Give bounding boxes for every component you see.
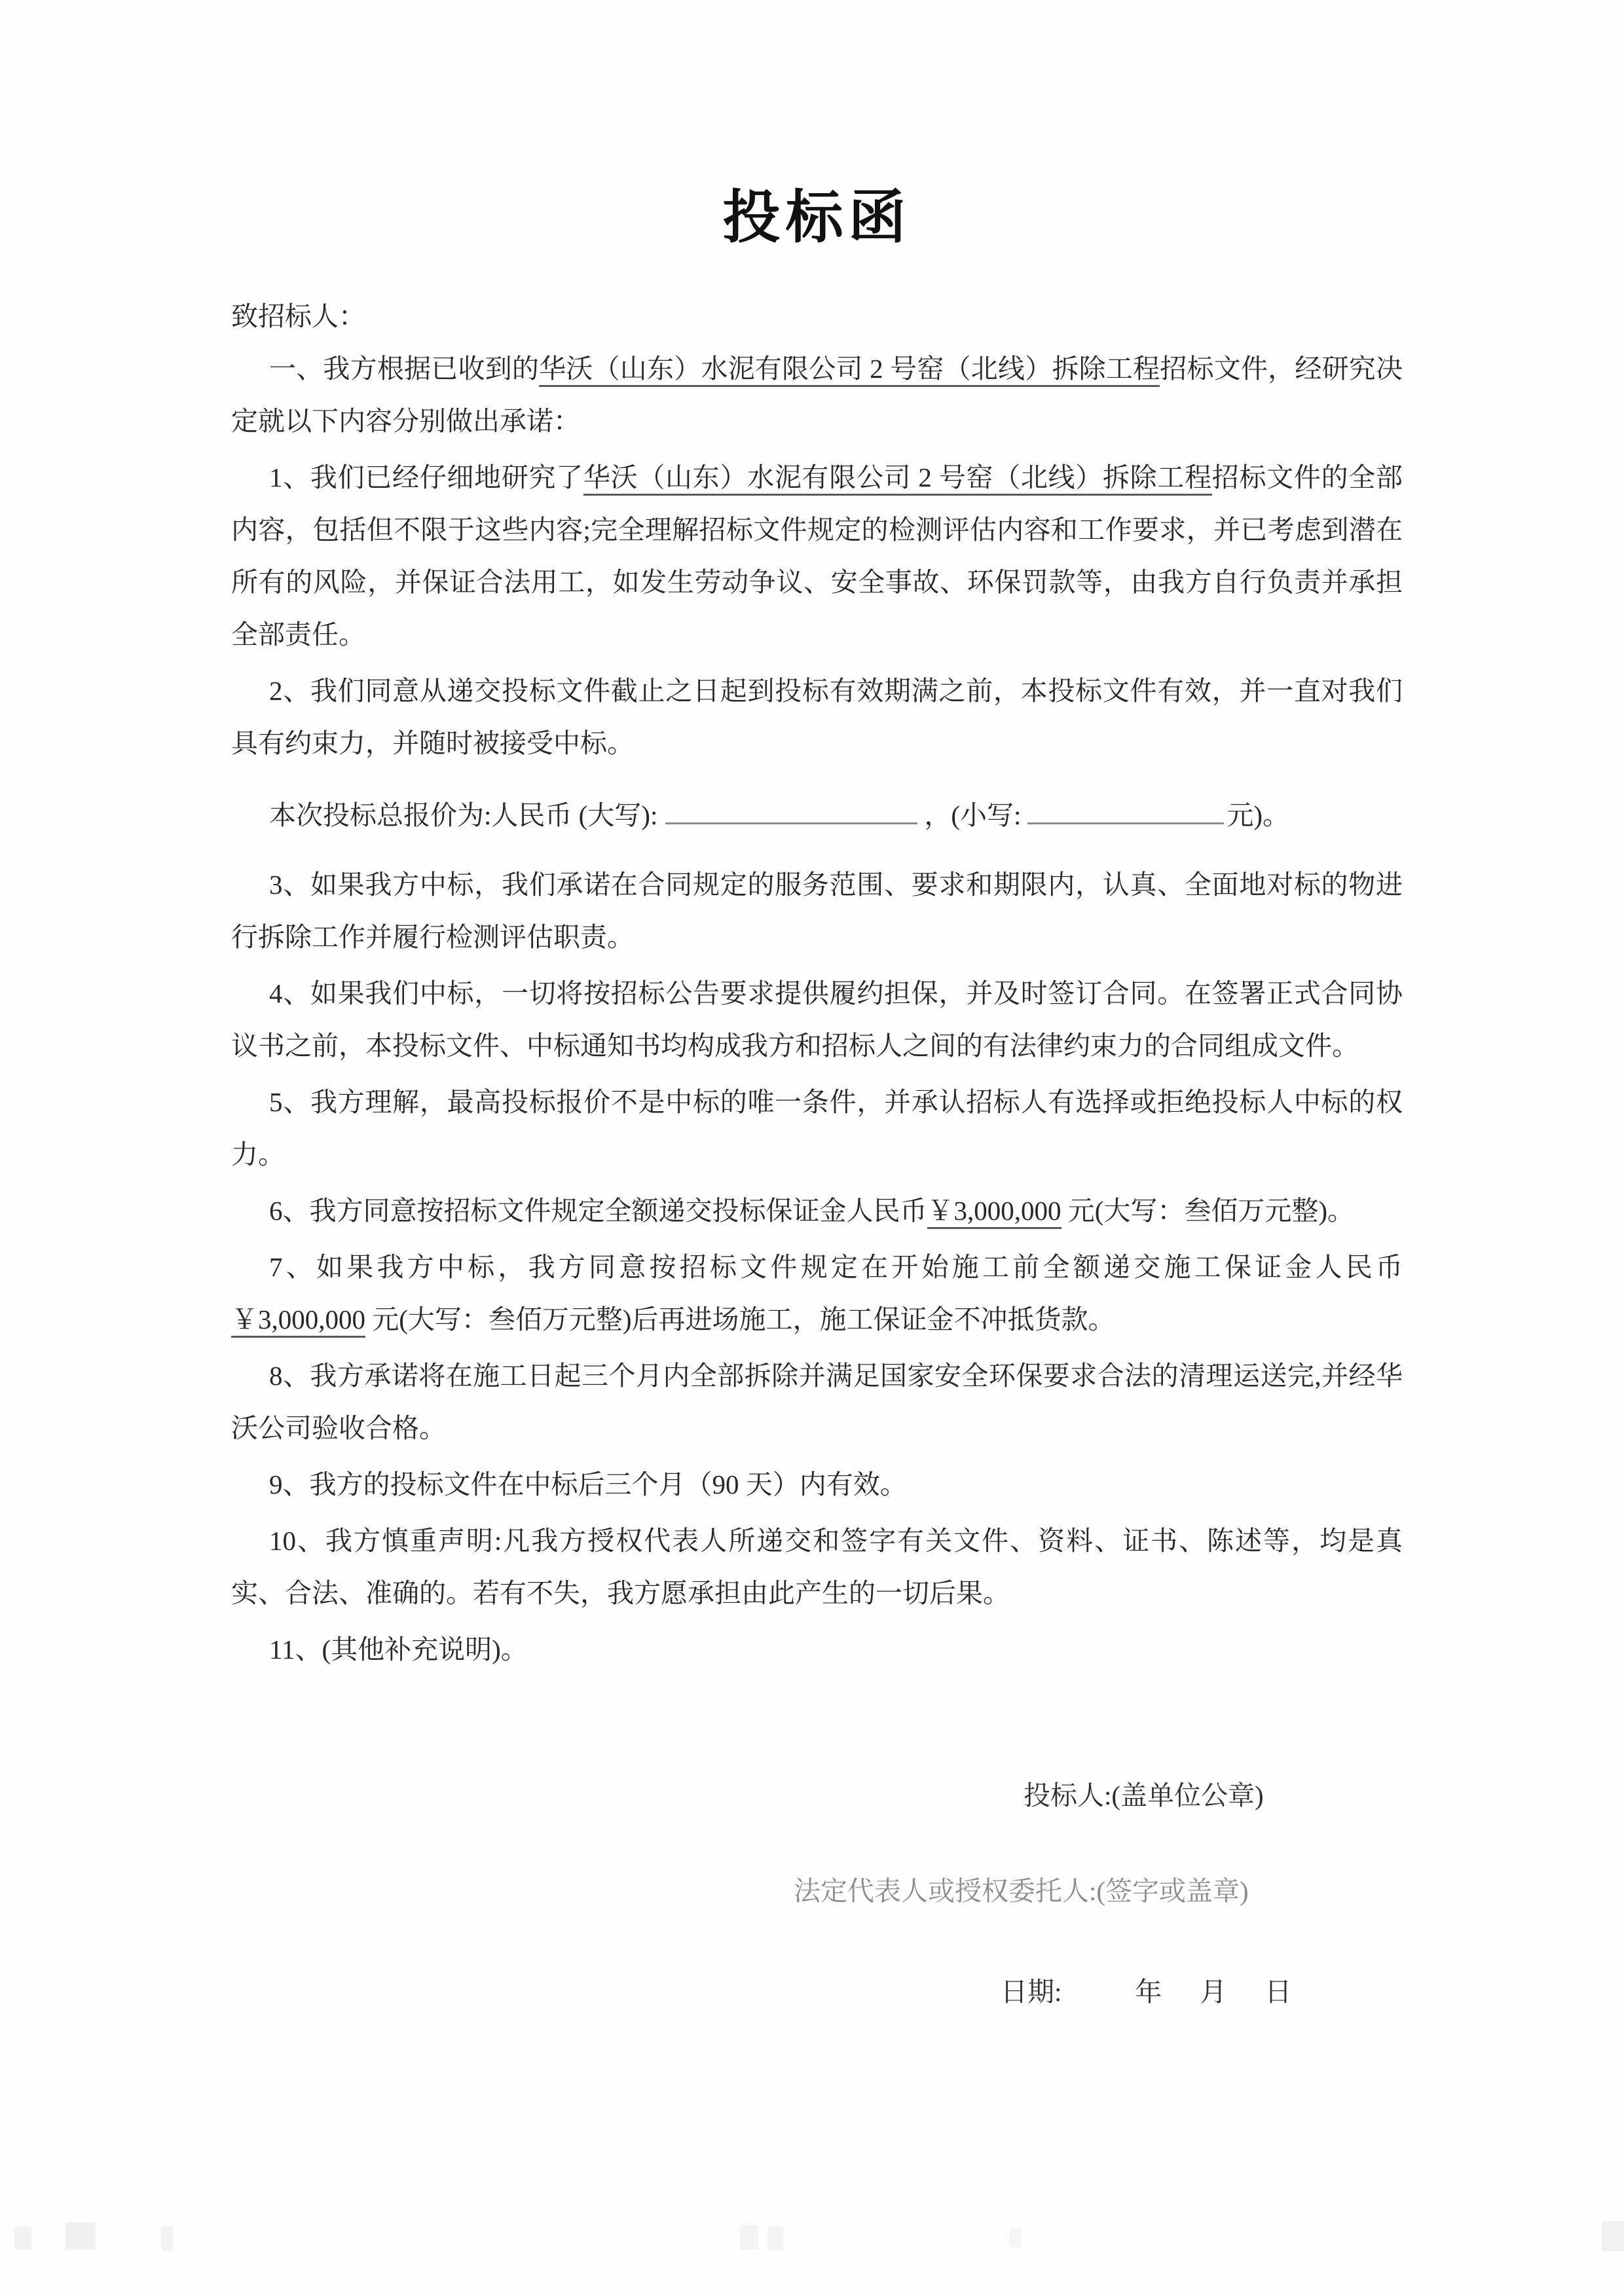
price-capital-blank <box>665 798 917 824</box>
clause-1 <box>231 451 1403 661</box>
scan-artifact <box>14 2226 31 2250</box>
clause-3-text: 3、如果我方中标，我们承诺在合同规定的服务范围、要求和期限内，认真、全面地对标的物进行拆除工作并履行检测评估职责。 <box>231 869 1403 952</box>
clause-6 <box>231 1184 1403 1237</box>
construction-bond-amount-underline: ￥3,000,000 <box>231 1304 365 1338</box>
clause-4 <box>231 967 1403 1072</box>
clause-4-text: 4、如果我们中标，一切将按招标公告要求提供履约担保，并及时签订合同。在签署正式合同协议书之前，本投标文件、中标通知书均构成我方和招标人之间的有法律约束力的合同组成文件。 <box>231 978 1403 1061</box>
price-tail: 元)。 <box>1227 799 1290 830</box>
clause-9 <box>231 1458 1403 1511</box>
clause-6-suffix: 元(大写：叁佰万元整)。 <box>1061 1195 1355 1226</box>
clause-5 <box>231 1076 1403 1181</box>
legal-representative-line: 法定代表人或授权委托人:(签字或盖章) <box>794 1876 1249 1906</box>
date-year-label: 年 <box>1135 1977 1162 2007</box>
date-day-label: 日 <box>1264 1977 1292 2007</box>
clause-3 <box>231 858 1403 963</box>
intro-paragraph <box>231 342 1403 447</box>
intro-suffix: 招标文件，经研究决定就以下内容分别做出承诺： <box>231 353 1403 436</box>
clause-11-text: 11、(其他补充说明)。 <box>269 1634 528 1664</box>
scan-artifact <box>161 2226 173 2251</box>
clause-10-text: 10、我方慎重声明:凡我方授权代表人所递交和签字有关文件、资料、证书、陈述等，均是真实、合法、准确的。若有不失，我方愿承担由此产生的一切后果。 <box>231 1525 1403 1608</box>
scan-artifact <box>767 2226 783 2250</box>
clause-10 <box>231 1515 1403 1619</box>
scan-artifact <box>1010 2228 1022 2247</box>
clause-11 <box>231 1623 1403 1676</box>
clause-2 <box>231 665 1403 769</box>
date-month-label: 月 <box>1200 1977 1227 2007</box>
salutation: 致招标人： <box>231 301 365 331</box>
bidder-signature-line: 投标人:(盖单位公章) <box>1024 1780 1264 1810</box>
document-title: 投标函 <box>722 187 912 250</box>
price-mid: ，(小写: <box>924 799 1022 830</box>
clause-6-prefix: 6、我方同意按招标文件规定全额递交投标保证金人民币 <box>269 1195 927 1226</box>
clause-9-text: 9、我方的投标文件在中标后三个月（90 天）内有效。 <box>269 1469 907 1499</box>
clause-1-prefix: 1、我们已经仔细地研究了 <box>269 462 583 492</box>
price-figures-blank <box>1027 798 1224 824</box>
scan-artifact <box>740 2225 758 2250</box>
scan-artifact <box>65 2222 96 2250</box>
intro-prefix: 一、我方根据已收到的 <box>269 353 540 384</box>
clause-7-suffix: 元(大写：叁佰万元整)后再进场施工，施工保证金不冲抵货款。 <box>365 1304 1115 1334</box>
clause-7 <box>231 1241 1403 1346</box>
clause-2-text: 2、我们同意从递交投标文件截止之日起到投标有效期满之前，本投标文件有效，并一直对我们具有约束力，并随时被接受中标。 <box>231 675 1403 758</box>
price-label: 本次投标总报价为:人民币 (大写): <box>269 799 658 830</box>
total-price-line <box>231 789 1403 841</box>
clause-8-text: 8、我方承诺将在施工日起三个月内全部拆除并满足国家安全环保要求合法的清理运送完,并经华沃公司验收合格。 <box>231 1360 1403 1443</box>
project-name-underline: 华沃（山东）水泥有限公司 2 号窑（北线）拆除工程 <box>583 462 1212 496</box>
clause-8 <box>231 1349 1403 1454</box>
bid-bond-amount-underline: ￥3,000,000 <box>927 1196 1061 1229</box>
clause-1-suffix: 招标文件的全部内容，包括但不限于这些内容;完全理解招标文件规定的检测评估内容和工作要求，并已考虑到潜在所有的风险，并保证合法用工，如发生劳动争议、安全事故、环保罚款等，由我方自行负责并承担全部责任。 <box>231 462 1403 650</box>
clause-7-prefix: 7、如果我方中标，我方同意按招标文件规定在开始施工前全额递交施工保证金人民币 <box>269 1251 1403 1282</box>
clause-5-text: 5、我方理解，最高投标报价不是中标的唯一条件，并承认招标人有选择或拒绝投标人中标的权力。 <box>231 1086 1403 1169</box>
scan-artifact <box>1602 2221 1624 2251</box>
date-line <box>1001 1972 1291 2011</box>
project-name-underline: 华沃（山东）水泥有限公司 2 号窑（北线）拆除工程 <box>539 354 1160 387</box>
date-label: 日期: <box>1001 1977 1062 2007</box>
